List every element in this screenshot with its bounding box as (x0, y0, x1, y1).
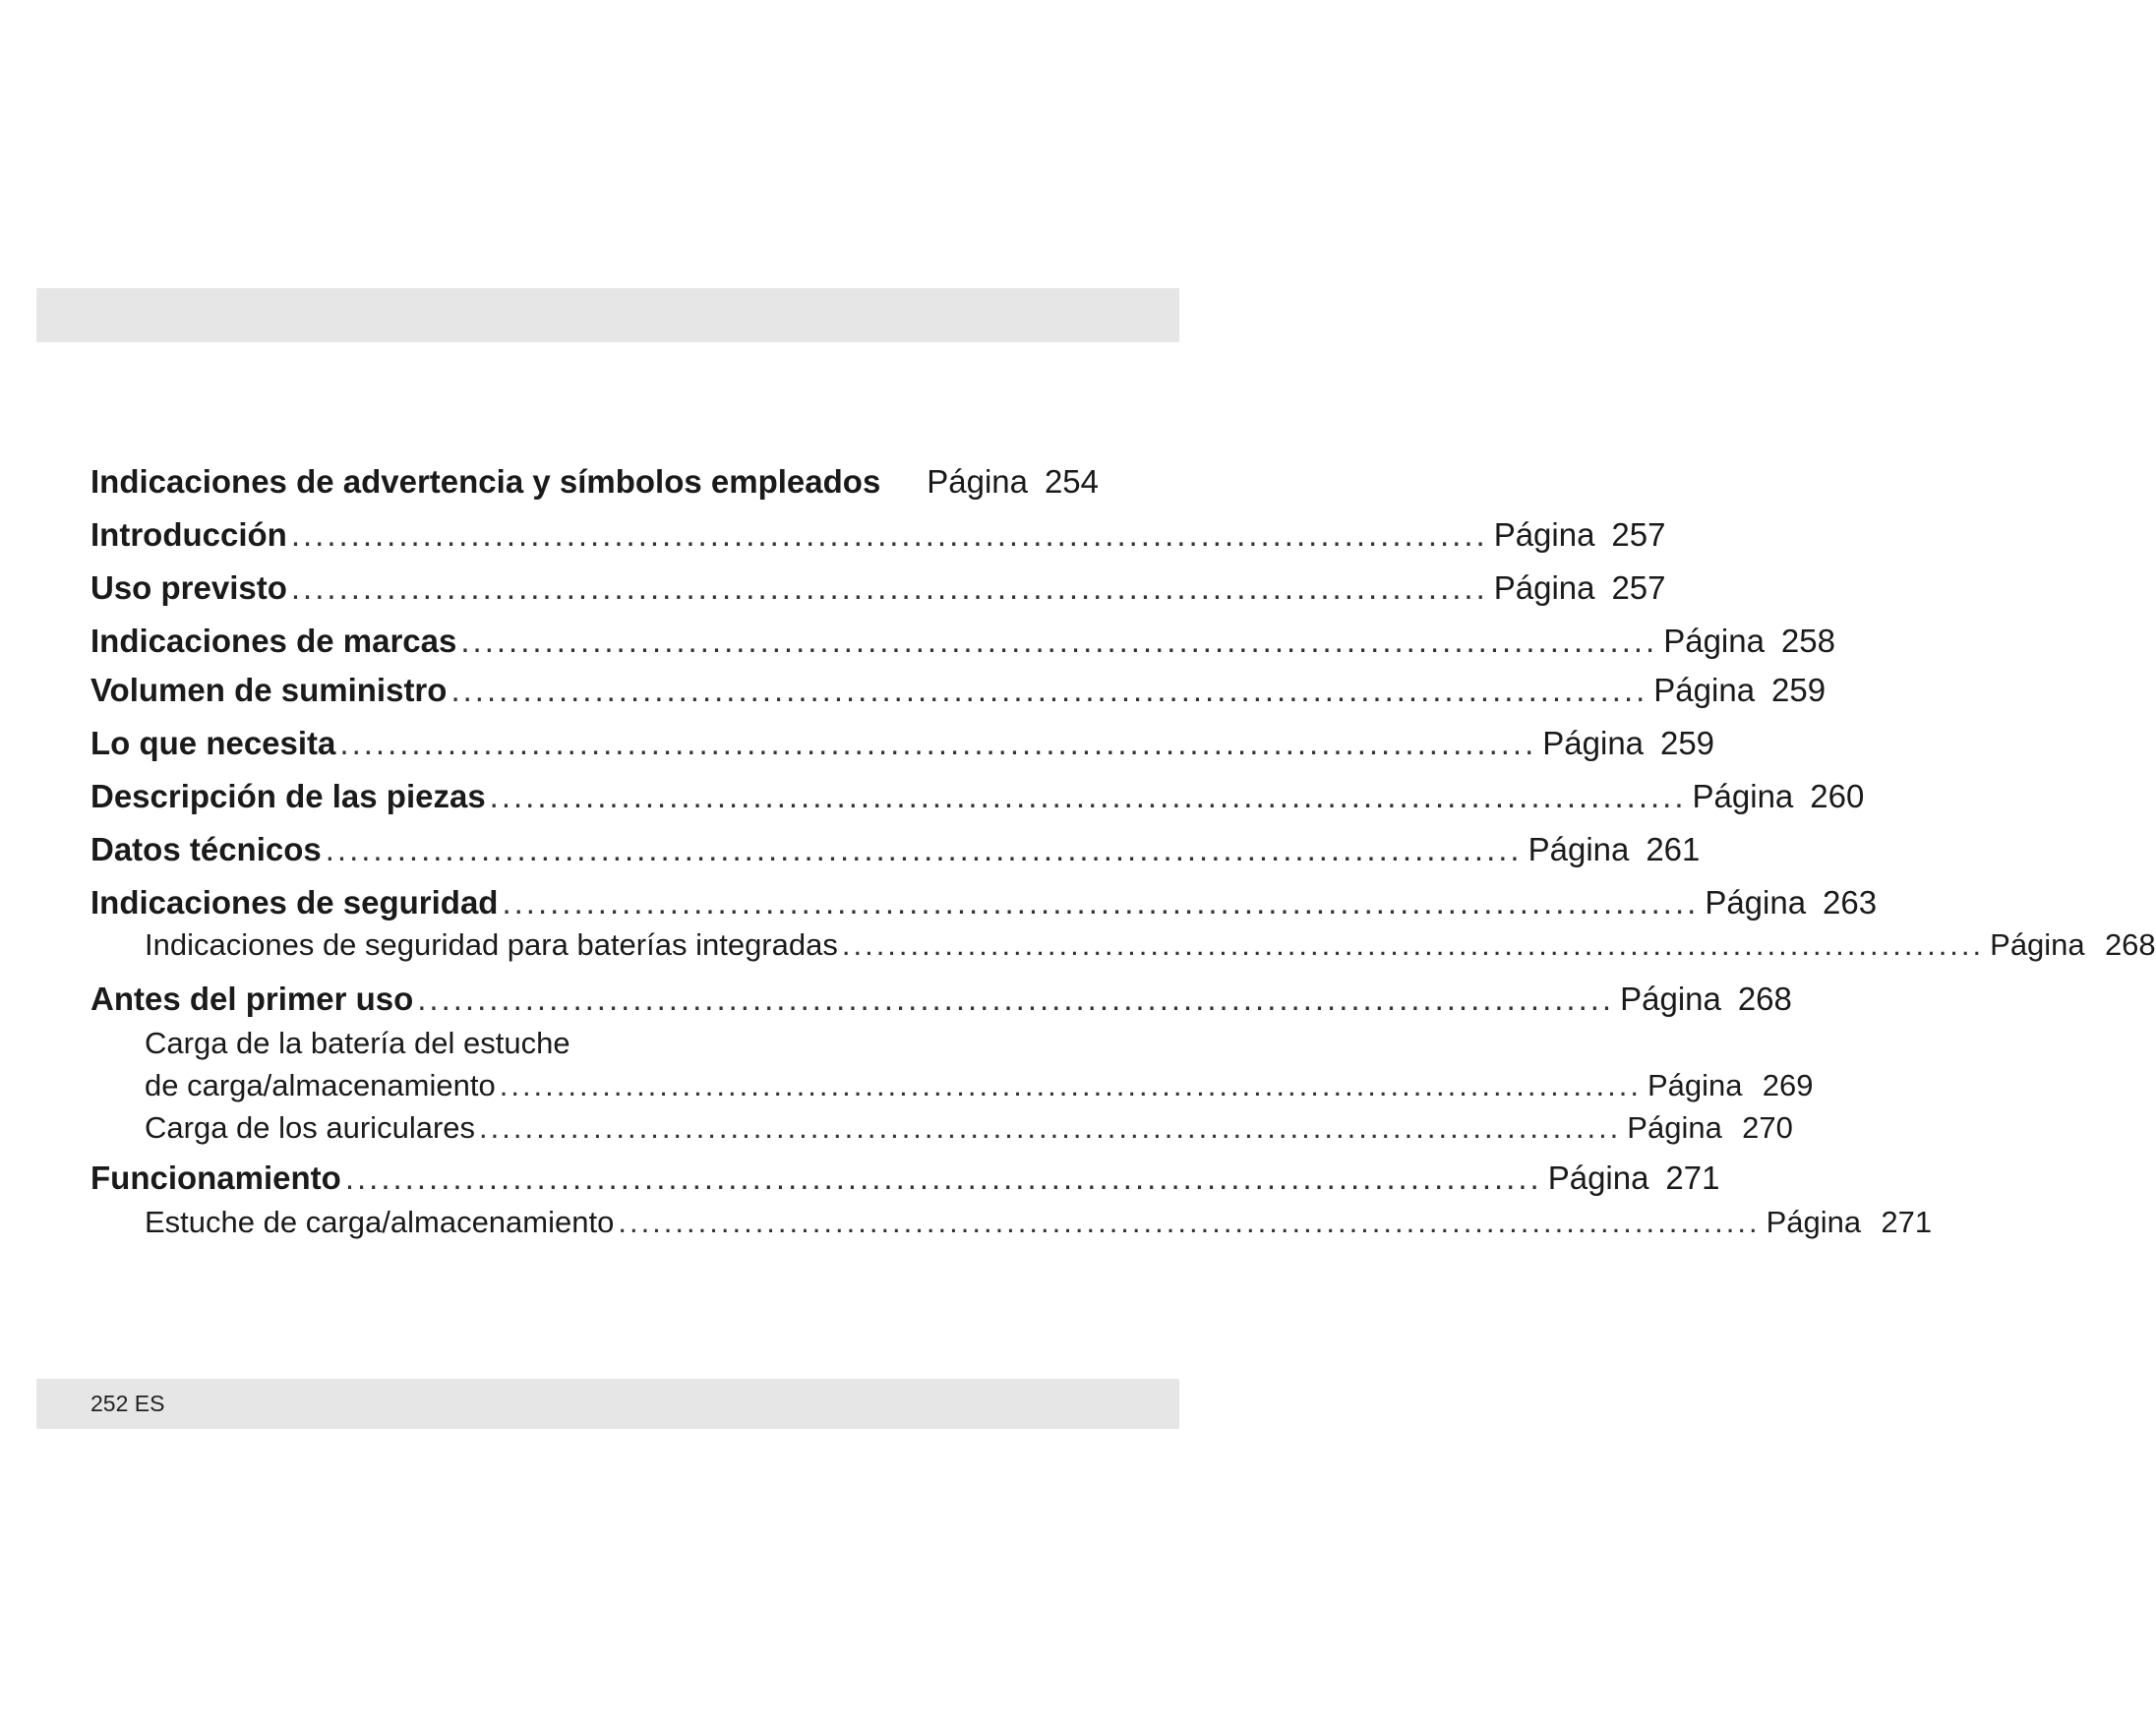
toc-page-label: Página (1990, 927, 2085, 962)
toc-leader: .................................................................................................... (417, 981, 1615, 1017)
header-band (36, 288, 1179, 342)
toc-page-number: 271 (1665, 1160, 1720, 1196)
toc-leader: .................................................................................................... (450, 672, 1648, 708)
toc-entry-title: Datos técnicos (90, 831, 322, 867)
toc-page-label: Página (1620, 981, 1721, 1017)
toc-page-label: Página (1663, 623, 1765, 659)
toc-leader: .................................................................................................... (325, 831, 1523, 867)
toc-entry-title: Descripción de las piezas (90, 778, 486, 814)
toc-leader: .................................................................................................... (290, 569, 1488, 606)
toc-leader: .................................................................................................... (344, 1160, 1542, 1196)
toc-page-label: Página (1527, 831, 1630, 867)
toc-subentry[interactable] (145, 1067, 1814, 1104)
page-footer: 252 ES (90, 1391, 165, 1416)
toc-entry[interactable] (90, 724, 1715, 763)
toc-entry[interactable] (90, 622, 1835, 661)
toc-page-label: Página (1493, 516, 1595, 553)
toc-entry-title: Indicaciones de marcas (90, 623, 457, 659)
toc-entry[interactable] (90, 777, 1865, 816)
toc-page-number: 260 (1810, 778, 1865, 814)
toc-entry-title: Antes del primer uso (90, 981, 414, 1017)
toc-entry[interactable] (90, 671, 1827, 710)
toc-entry-title: Carga de los auriculares (145, 1110, 476, 1145)
toc-entry-title: Indicaciones de advertencia y símbolos empleados (90, 463, 881, 500)
toc-page-number: 268 (2104, 927, 2156, 962)
toc-leader: .................................................................................................... (460, 623, 1658, 659)
toc-leader: .................................................................................................... (618, 1205, 1761, 1239)
toc-page-label: Página (1692, 778, 1794, 814)
toc-page-number: 257 (1611, 516, 1666, 553)
toc-subentry[interactable] (145, 1204, 1933, 1241)
toc-page-label: Página (1705, 884, 1807, 921)
footer-band (36, 1379, 1179, 1429)
toc-entry-title: Funcionamiento (90, 1160, 341, 1196)
toc-entry-title: Volumen de suministro (90, 672, 448, 708)
toc-page-label: Página (1627, 1110, 1722, 1145)
toc-page-number: 254 (1044, 463, 1099, 500)
toc-page-label: Página (927, 463, 1028, 500)
toc-entry-title: Introducción (90, 516, 287, 553)
toc-leader: .................................................................................................... (502, 884, 1700, 921)
toc-entry-title: Uso previsto (90, 569, 287, 606)
toc-page-label: Página (1542, 725, 1645, 761)
toc-leader: .................................................................................................... (489, 778, 1687, 814)
toc-entry[interactable] (90, 568, 1666, 608)
toc-entry-title: Estuche de carga/almacenamiento (145, 1205, 615, 1239)
toc-page-number: 268 (1737, 981, 1792, 1017)
toc-entry[interactable] (90, 1159, 1720, 1198)
toc-leader: .................................................................................................... (841, 927, 1985, 962)
toc-entry-title: de carga/almacenamiento (145, 1068, 496, 1102)
toc-leader: .................................................................................................... (479, 1110, 1622, 1145)
toc-page-number: 259 (1771, 672, 1827, 708)
toc-leader: .................................................................................................... (499, 1068, 1642, 1102)
toc-page-label: Página (1766, 1205, 1862, 1239)
toc-page-number: 263 (1823, 884, 1878, 921)
toc-page-label: Página (1647, 1068, 1743, 1102)
toc-entry-title: Lo que necesita (90, 725, 336, 761)
toc-entry[interactable] (90, 980, 1792, 1019)
toc-entry[interactable] (90, 883, 1878, 922)
toc-page-number: 270 (1742, 1110, 1793, 1145)
toc-entry[interactable] (90, 462, 1099, 502)
toc-subentry[interactable] (145, 1109, 1793, 1147)
toc-page-number: 259 (1659, 725, 1715, 761)
toc-page-number: 269 (1762, 1068, 1814, 1102)
toc-page-label: Página (1493, 569, 1595, 606)
toc-entry-title: Indicaciones de seguridad (90, 884, 499, 921)
toc-entry[interactable] (90, 830, 1701, 869)
toc-page-label: Página (1547, 1160, 1649, 1196)
toc-leader: .................................................................................................... (290, 516, 1488, 553)
toc-page-number: 257 (1611, 569, 1666, 606)
toc-page-number: 271 (1881, 1205, 1933, 1239)
toc-subentry-first-line: Carga de la batería del estuche (145, 1026, 570, 1060)
toc-page-number: 258 (1780, 623, 1835, 659)
toc-leader: .................................................................................................... (339, 725, 1537, 761)
toc-subentry[interactable] (145, 926, 2156, 964)
toc-page-label: Página (1653, 672, 1756, 708)
toc-page-number: 261 (1646, 831, 1701, 867)
toc-entry[interactable] (90, 515, 1666, 555)
toc-entry-title: Indicaciones de seguridad para baterías integradas (145, 927, 838, 962)
